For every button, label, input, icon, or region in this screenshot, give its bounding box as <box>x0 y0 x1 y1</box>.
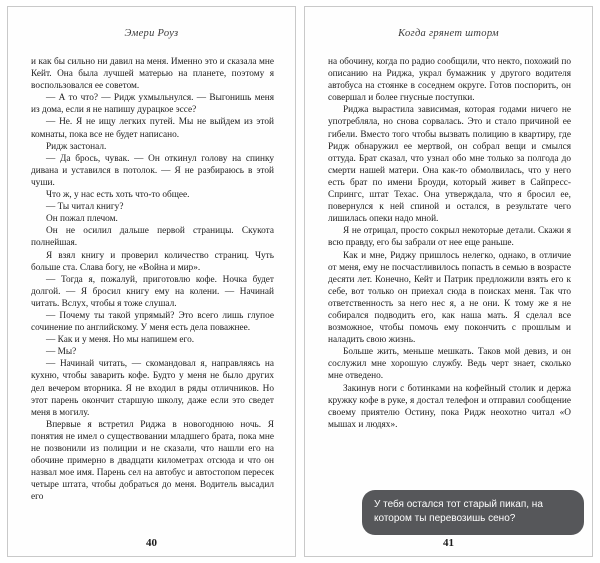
paragraph: Риджа вырастила зависимая, которая годами ничего не употребляла, но снова сорвалась. Это и стало причиной ее гибели. Вместо того чтобы вызвать полицию в квартиру, где Ридж обнаружил ее мертвой, он собрал вещи и смылся оттуда. Брат сказал, что узнал обо мне только за полгода до смерти нашей матери. Она как-то обмолвилась, что у него есть брат по имени Броуди, который живет в Сайпресс-Спрингс, штат Техас. Она утверждала, что я бросил ее, повернулся к ней спиной и остался, в результате чего лишилась опеки надо мной. <box>328 105 571 225</box>
right-page-body <box>328 56 571 526</box>
paragraph: Я взял книгу и проверил количество страниц. Чуть больше ста. Слава богу, не «Война и мир». <box>31 250 274 273</box>
paragraph: Больше жить, меньше мешкать. Таков мой девиз, и он сослужил мне хорошую службу. Ведь черт знает, сколько мне отведено. <box>328 347 571 382</box>
paragraph: — Ты читал книгу? <box>46 202 124 213</box>
left-page <box>7 6 296 557</box>
paragraph: — Мы? <box>46 347 77 358</box>
paragraph: — Почему ты такой упрямый? Это всего лишь глупое сочинение по английскому. У меня есть дела поважнее. <box>31 310 274 334</box>
paragraph: — Начинай читать, — скомандовал я, направляясь на кухню, чтобы заварить кофе. Будто у меня не было других дел вечером вторника. Я не входил в ряды отличников. Но этот парень окончит старшую школу, даже если это сведет меня в могилу. <box>31 359 274 418</box>
paragraph: Он не осилил дальше первой страницы. Скукота полнейшая. <box>31 226 274 249</box>
sms-message-text: У тебя остался тот старый пикап, на котором ты перевозишь сено? <box>374 499 543 524</box>
paragraph: Он пожал плечом. <box>46 214 118 225</box>
paragraph: Как и мне, Риджу пришлось нелегко, однако, в отличие от меня, ему не посчастливилось попасть в семью в возрасте десяти лет. Конечно, Кейт и Патрик предложили взять его к себе, вот только он приехал сюда в поисках меня. Так что ответственность за него нес я, а не они. К тому же я не собирался подводить его, как наша мать. Я сделал все возможное, чтобы помочь ему покончить с прошлым и наладить свою жизнь. <box>328 250 571 346</box>
sms-message-bubble <box>362 490 584 535</box>
paragraph: на обочину, когда по радио сообщили, что некто, похожий по описанию на Риджа, украл бумажник у другого водителя автобуса на стоянке в соседнем округе. Готов поспорить, он совершал и более гнусные поступки. <box>328 57 571 104</box>
left-page-body <box>31 56 274 526</box>
right-page-number: 41 <box>443 537 454 549</box>
right-page <box>304 6 593 557</box>
paragraph: — А то что? — Ридж ухмыльнулся. — Выгонишь меня из дома, если я не напишу дурацкое эссе? <box>31 93 274 116</box>
paragraph: и как бы сильно ни давил на меня. Именно это и сказала мне Кейт. Она была лучшей матерью на планете, поэтому я воспользовался ее советом. <box>31 57 274 92</box>
running-header-author: Эмери Роуз <box>124 28 179 39</box>
paragraph: Впервые я встретил Риджа в новогоднюю ночь. Я понятия не имел о существовании младшего брата, пока мне не позвонили из полиции и не сказали, что нашли его на обочине примерно в двадцати километрах отсюда и что он назвал мое имя. Парень сел на автобус и автостопом пересек четыре штата, чтобы добраться до меня. Водитель высадил его <box>31 419 274 503</box>
paragraph: — Как и у меня. Но мы напишем его. <box>46 335 195 346</box>
paragraph: Ридж застонал. <box>46 141 107 152</box>
paragraph: Я не отрицал, просто сокрыл некоторые детали. Скажи я всю правду, его бы забрали от нее еще раньше. <box>328 226 571 249</box>
paragraph: — Да брось, чувак. — Он откинул голову на спинку дивана и уставился в потолок. — Я не разбираюсь в этой чуши. <box>31 153 274 188</box>
left-page-number: 40 <box>146 537 157 549</box>
paragraph: — Тогда я, пожалуй, приготовлю кофе. Ночка будет долгой. — Я бросил книгу ему на колени. — Начинай читать. Вслух, чтобы я тоже слушал. <box>31 274 274 309</box>
running-header-title: Когда грянет шторм <box>398 28 499 39</box>
paragraph: Закинув ноги с ботинками на кофейный столик и держа кружку кофе в руке, я достал телефон и отправил сообщение своему приятелю Остину, пока Ридж неохотно читал «О мышах и людях». <box>328 383 571 430</box>
paragraph: — Не. Я не ищу легких путей. Мы не выйдем из этой комнаты, пока все не будет написано. <box>31 117 274 140</box>
paragraph: Что ж, у нас есть хоть что-то общее. <box>46 190 190 201</box>
